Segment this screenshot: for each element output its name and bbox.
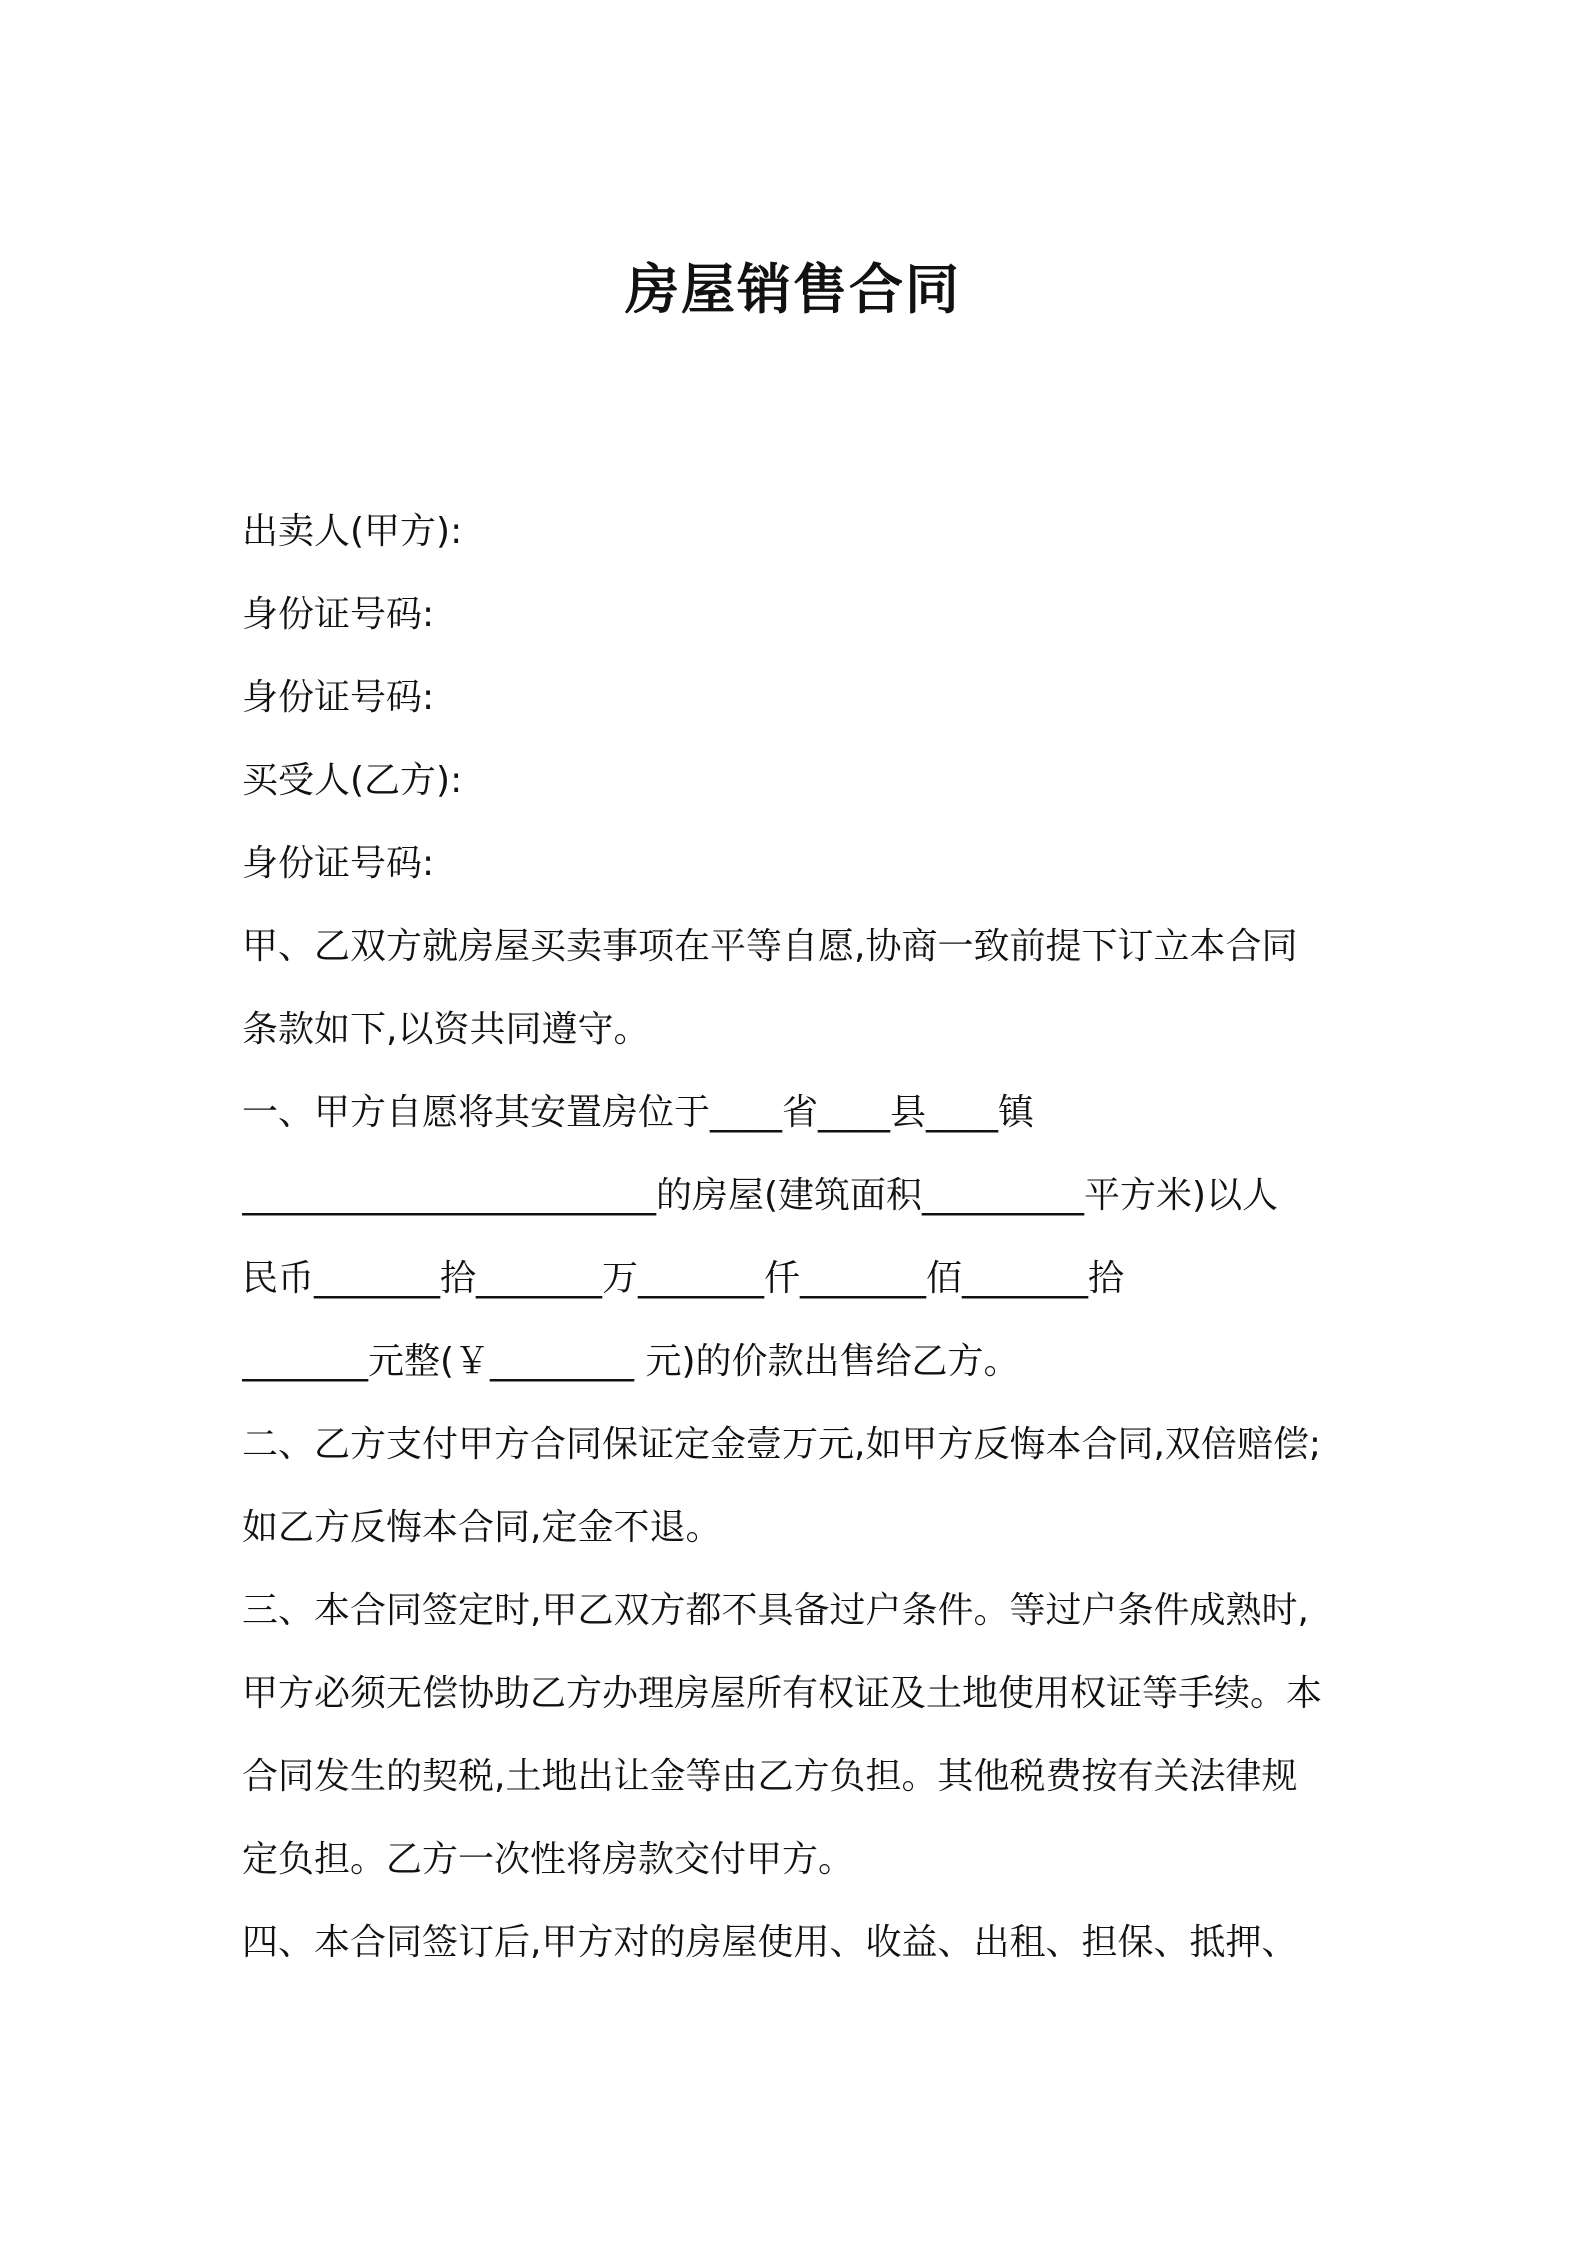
clause-3-line-1: 三、本合同签定时,甲乙双方都不具备过户条件。等过户条件成熟时, (242, 1590, 1309, 1631)
preamble-line-1: 甲、乙双方就房屋买卖事项在平等自愿,协商一致前提下订立本合同 (242, 926, 1298, 967)
clause-1-line-2: _______________________的房屋(建筑面积_________平方米)以人 (242, 1175, 1279, 1216)
clause-2-line-1: 二、乙方支付甲方合同保证定金壹万元,如甲方反悔本合同,双倍赔偿; (242, 1424, 1322, 1465)
clause-1-line-4: _______元整(￥________ 元)的价款出售给乙方。 (242, 1341, 1020, 1382)
clause-1-line-3: 民币_______拾_______万_______仟_______佰_______拾 (242, 1258, 1124, 1299)
seller-line: 出卖人(甲方): (242, 511, 463, 552)
clause-4-line-1: 四、本合同签订后,甲方对的房屋使用、收益、出租、担保、抵押、 (242, 1922, 1298, 1963)
clause-2-line-2: 如乙方反悔本合同,定金不退。 (242, 1507, 722, 1548)
preamble-line-2: 条款如下,以资共同遵守。 (242, 1009, 650, 1050)
buyer-id-line: 身份证号码: (242, 843, 435, 884)
seller-id-line-2: 身份证号码: (242, 677, 435, 718)
buyer-line: 买受人(乙方): (242, 760, 463, 801)
clause-3-line-2: 甲方必须无偿协助乙方办理房屋所有权证及土地使用权证等手续。本 (242, 1673, 1323, 1714)
clause-3-line-3: 合同发生的契税,土地出让金等由乙方负担。其他税费按有关法律规 (242, 1756, 1298, 1797)
seller-id-line-1: 身份证号码: (242, 594, 435, 635)
clause-3-line-4: 定负担。乙方一次性将房款交付甲方。 (242, 1839, 855, 1880)
contract-body (242, 490, 1352, 1984)
document-title: 房屋销售合同 (625, 258, 961, 321)
clause-1-line-1: 一、甲方自愿将其安置房位于____省____县____镇 (242, 1092, 1035, 1133)
